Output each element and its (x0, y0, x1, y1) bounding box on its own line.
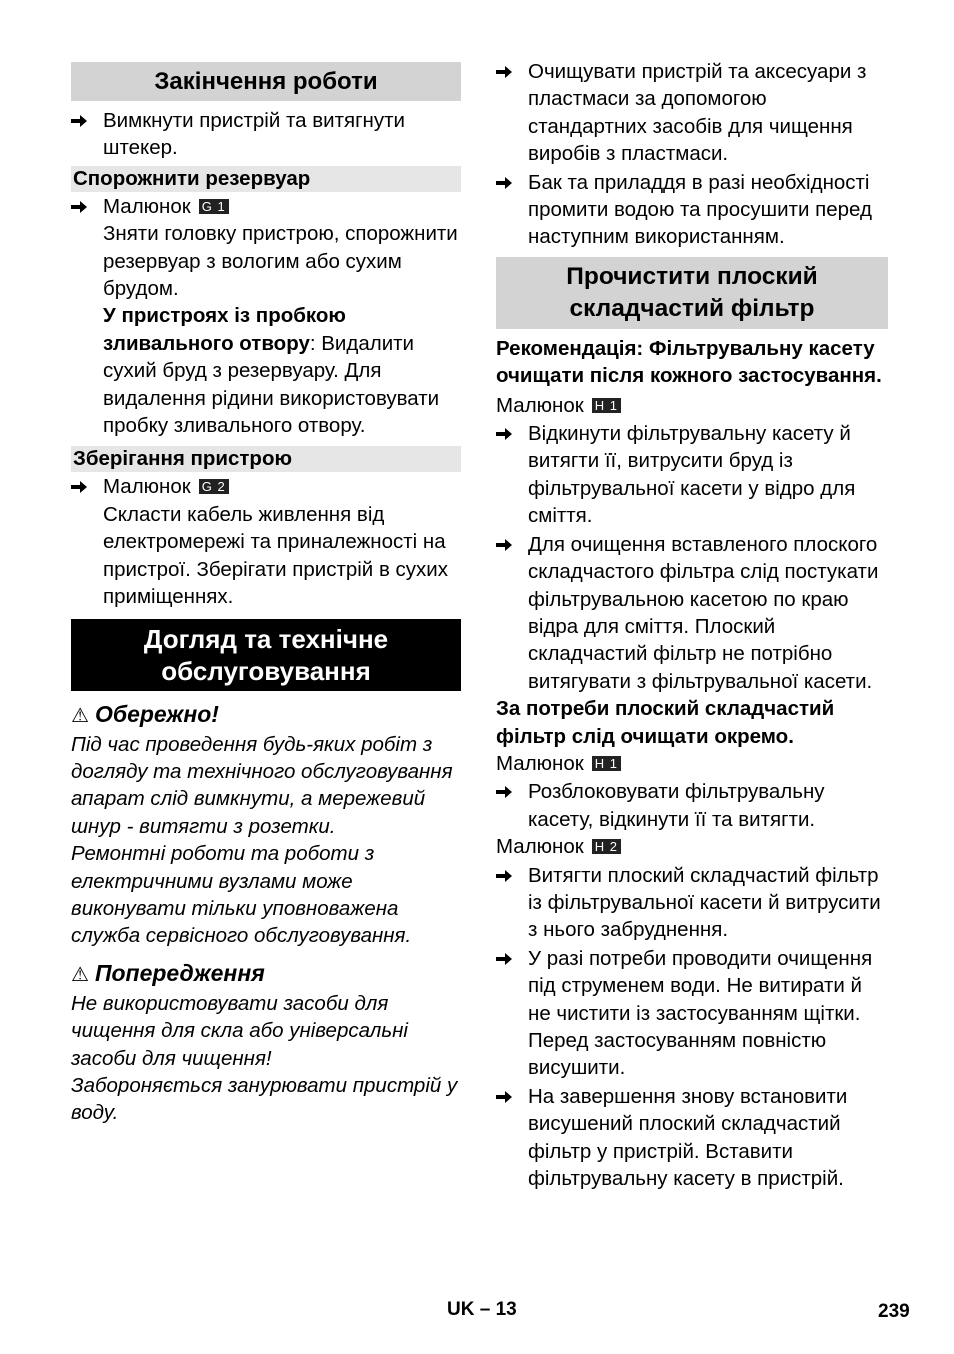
item-text: Зняти головку пристрою, спорожнити резервуар з вологим або сухим брудом. (103, 222, 458, 301)
item-text: Очищувати пристрій та аксесуари з пластмаси за допомогою стандартних засобів для чищення виробів з пластмаси. (528, 60, 867, 166)
list-item (496, 945, 888, 1082)
list-item (71, 107, 461, 162)
left-column (71, 62, 461, 1127)
warning-triangle-icon: ⚠ (71, 704, 89, 727)
page-number: 239 (878, 1301, 910, 1322)
arrow-right-icon (71, 107, 93, 128)
item-text: : Видалити сухий бруд з резервуару. Для видалення рідини використовувати пробку зливального отвору. (103, 331, 440, 438)
item-text: Розблоковувати фільтрувальну касету, відкинути її та витягти. (528, 780, 825, 831)
figure-ref (496, 750, 888, 777)
caution-text-2: Ремонтні роботи та роботи з електричними вузлами може виконувати тільки уповноважена служба сервісного обслуговування. (71, 842, 412, 948)
warning-triangle-icon: ⚠ (71, 963, 89, 986)
list-item (71, 193, 461, 440)
heading-finish-work: Закінчення роботи (71, 62, 461, 101)
item-text: Витягти плоский складчастий фільтр із фільтрувальної касети й витрусити з нього забруднення. (528, 863, 881, 942)
figure-badge: G 2 (199, 479, 229, 494)
list-item (496, 169, 888, 251)
list-item (496, 531, 888, 695)
heading-empty-tank: Спорожнити резервуар (71, 166, 461, 192)
arrow-right-icon (496, 1083, 518, 1104)
heading-maintenance: Догляд та технічне обслуговування (71, 619, 461, 691)
heading-storage: Зберігання пристрою (71, 446, 461, 472)
warning-heading (71, 958, 461, 990)
list-item (496, 58, 888, 168)
arrow-right-icon (496, 58, 518, 79)
arrow-right-icon (496, 531, 518, 552)
figure-label: Малюнок (103, 194, 191, 218)
list-item (496, 778, 888, 833)
item-text: Для очищення вставленого плоского складчастого фільтра слід постукати фільтрувальною касетою по краю відра для сміття. Плоский складчастий фільтр не потрібно витягувати з фільтрувальної касети. (528, 532, 879, 693)
arrow-right-icon (496, 420, 518, 441)
arrow-right-icon (496, 169, 518, 190)
caution-text-1: Під час проведення будь-яких робіт з догляду та технічного обслуговування апарат слід вимкнути, а мережевий шнур - витягти з розетки. (71, 732, 453, 838)
item-text: Скласти кабель живлення від електромережі та приналежності на пристрої. Зберігати пристрій в сухих приміщеннях. (103, 502, 448, 609)
item-text: Вимкнути пристрій та витягнути штекер. (103, 109, 405, 160)
warning-title: Попередження (94, 959, 265, 986)
figure-badge: G 1 (199, 199, 229, 214)
arrow-right-icon (496, 862, 518, 883)
right-column (496, 62, 888, 1192)
caution-heading (71, 699, 461, 731)
figure-ref (496, 833, 888, 860)
bold-note: За потреби плоский складчастий фільтр слід очищати окремо. (496, 697, 835, 748)
arrow-right-icon (496, 945, 518, 966)
figure-label: Малюнок (496, 751, 584, 775)
figure-ref (496, 392, 888, 419)
figure-badge: H 2 (592, 839, 621, 854)
item-text: Відкинути фільтрувальну касету й витягти її, витрусити бруд із фільтрувальної касети у відро для сміття. (528, 422, 856, 528)
arrow-right-icon (496, 778, 518, 799)
list-item (71, 473, 461, 610)
item-text: Перед застосуванням повністю висушити. (528, 1029, 827, 1080)
figure-label: Малюнок (496, 835, 584, 859)
bold-text: У пристроях із пробкою зливального отвору (103, 304, 346, 355)
arrow-right-icon (71, 473, 93, 494)
list-item (496, 862, 888, 944)
footer-section: UK – 13 (447, 1299, 517, 1320)
list-item (496, 1083, 888, 1193)
warning-text-2: Забороняється занурювати пристрій у воду. (71, 1073, 458, 1125)
item-text: Бак та приладдя в разі необхідності промити водою та просушити перед наступним використанням. (528, 170, 872, 249)
figure-label: Малюнок (103, 475, 191, 499)
figure-badge: H 1 (592, 756, 621, 771)
warning-text-1: Не використовувати засоби для чищення для скла або універсальні засоби для чищення! (71, 991, 408, 1070)
figure-badge: H 1 (592, 398, 621, 413)
item-text: На завершення знову встановити висушений плоский складчастий фільтр у пристрій. Вставити фільтрувальну касету в пристрій. (528, 1084, 848, 1191)
arrow-right-icon (71, 193, 93, 214)
item-text-drain (103, 302, 461, 439)
figure-label: Малюнок (496, 393, 584, 417)
recommendation: Рекомендація: Фільтрувальну касету очищати після кожного застосування. (496, 336, 882, 388)
list-item (496, 420, 888, 530)
item-text: У разі потреби проводити очищення під струменем води. Не витирати й не чистити із застосуванням щітки. (528, 946, 873, 1025)
heading-clean-filter: Прочистити плоский складчастий фільтр (496, 257, 888, 329)
caution-title: Обережно! (94, 700, 219, 727)
